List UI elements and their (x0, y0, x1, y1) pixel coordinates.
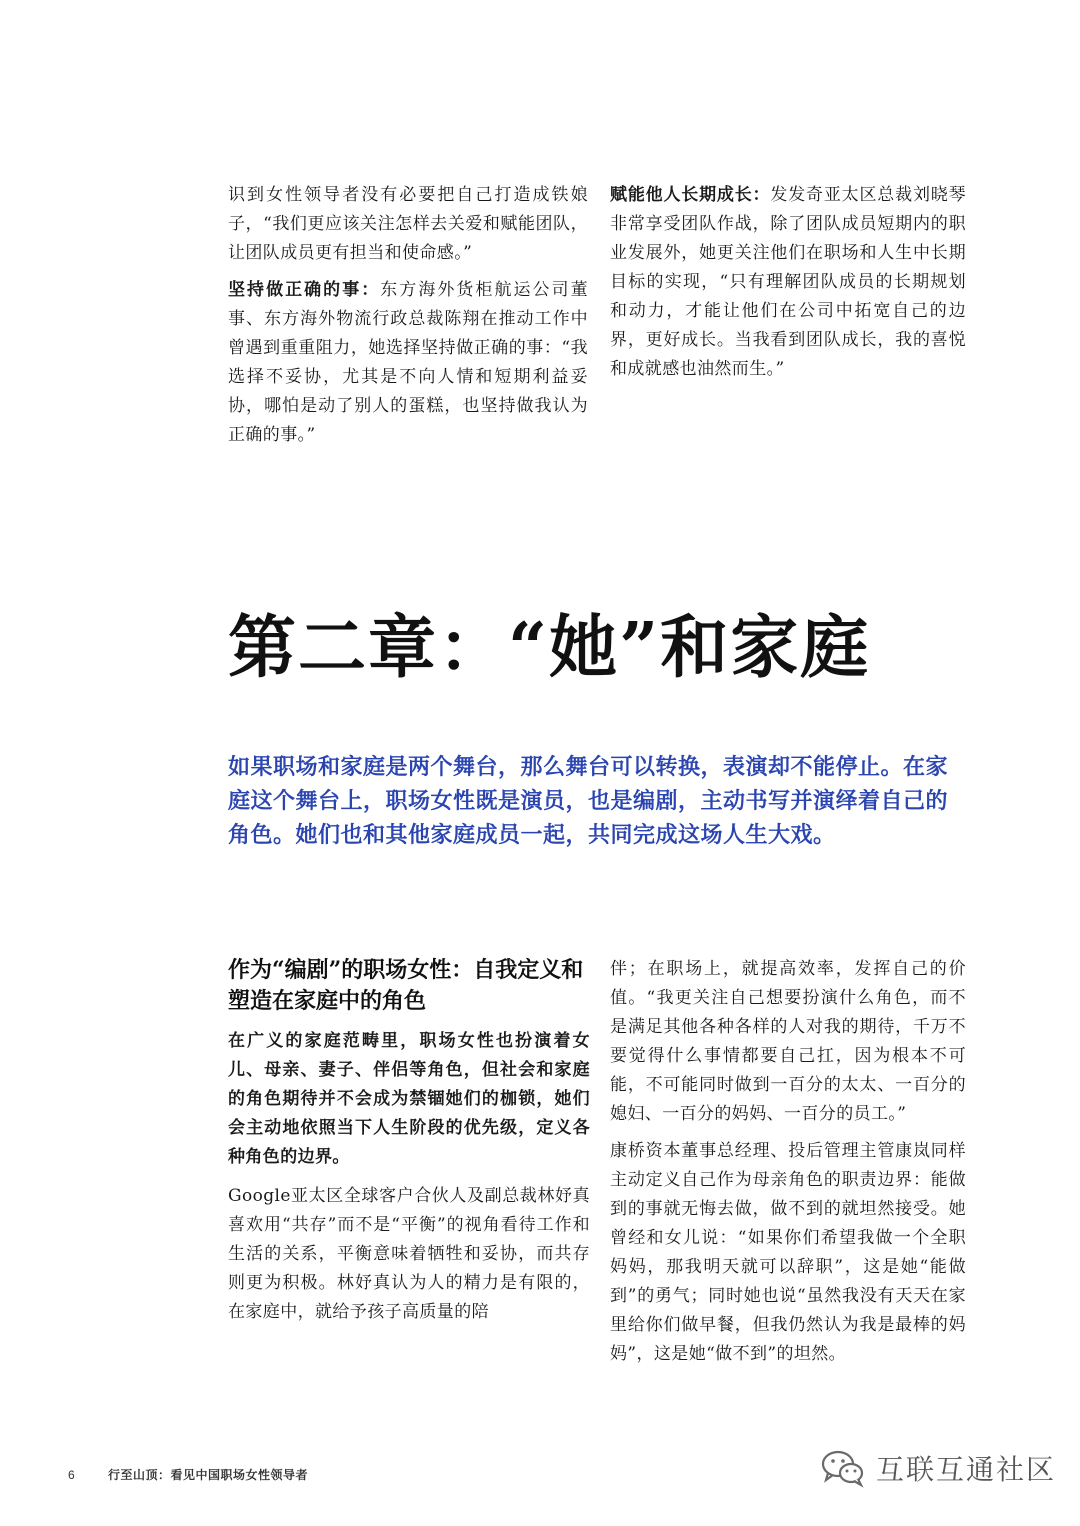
watermark (820, 1448, 1056, 1488)
paragraph-text: 发发奇亚太区总裁刘晓琴非常享受团队作战，除了团队成员短期内的职业发展外，她更关注他们在职场和人生中长期目标的实现，“只有理解团队成员的长期规划和动力，才能让他们在公司中拓宽自己的边界，更好成长。当我看到团队成长，我的喜悦和成就感也油然而生。” (610, 185, 966, 379)
paragraph-text: 东方海外货柜航运公司董事、东方海外物流行政总裁陈翔在推动工作中曾遇到重重阻力，她选择坚持做正确的事：“我选择不妥协，尤其是不向人情和短期利益妥协，哪怕是动了别人的蛋糕，也坚持做我认为正确的事。” (228, 280, 588, 445)
page-number: 6 (68, 1468, 75, 1482)
paragraph: 识到女性领导者没有必要把自己打造成铁娘子，“我们更应该关注怎样去关爱和赋能团队，让团队成员更有担当和使命感。” (228, 185, 588, 263)
paragraph-lead: 赋能他人长期成长： (610, 185, 771, 205)
footer-title: 行至山顶：看见中国职场女性领导者 (108, 1468, 309, 1482)
wechat-icon (820, 1448, 866, 1488)
paragraph: 康桥资本董事总经理、投后管理主管康岚同样主动定义自己作为母亲角色的职责边界：能做到的事就无悔去做，做不到的就坦然接受。她曾经和女儿说：“如果你们希望我做一个全职妈妈，那我明天就可以辞职”，这是她“能做到”的勇气；同时她也说“虽然我没有天天在家里给你们做早餐，但我仍然认为我是最棒的妈妈”，这是她“做不到”的坦然。 (610, 1141, 966, 1364)
chapter-intro: 如果职场和家庭是两个舞台，那么舞台可以转换，表演却不能停止。在家庭这个舞台上，职场女性既是演员，也是编剧，主动书写并演绎着自己的角色。她们也和其他家庭成员一起，共同完成这场人生大戏。 (228, 754, 949, 848)
paragraph-lead: 坚持做正确的事： (228, 280, 381, 300)
paragraph: 伴；在职场上，就提高效率，发挥自己的价值。“我更关注自己想要扮演什么角色，而不是满足其他各种各样的人对我的期待，千万不要觉得什么事情都要自己扛，因为根本不可能，不可能同时做到一百分的太太、一百分的媳妇、一百分的妈妈、一百分的员工。” (610, 959, 966, 1124)
section-heading: 作为“编剧”的职场女性：自我定义和塑造在家庭中的角色 (228, 957, 584, 1014)
chapter-title: 第二章：“她”和家庭 (228, 608, 871, 688)
top-left-column (228, 181, 588, 458)
paragraph: Google亚太区全球客户合伙人及副总裁林妤真喜欢用“共存”而不是“平衡”的视角看待工作和生活的关系，平衡意味着牺牲和妥协，而共存则更为积极。林妤真认为人的精力是有限的，在家庭中，就给予孩子高质量的陪 (228, 1186, 590, 1322)
bottom-right-column (610, 955, 966, 1377)
paragraph (610, 181, 966, 384)
paragraph (228, 276, 588, 450)
top-right-column (610, 181, 966, 392)
section-lead: 在广义的家庭范畴里，职场女性也扮演着女儿、母亲、妻子、伴侣等角色，但社会和家庭的角色期待并不会成为禁锢她们的枷锁，她们会主动地依照当下人生阶段的优先级，定义各种角色的边界。 (228, 1031, 590, 1167)
bottom-left-column (228, 1027, 590, 1335)
watermark-text: 互联互通社区 (876, 1453, 1057, 1486)
